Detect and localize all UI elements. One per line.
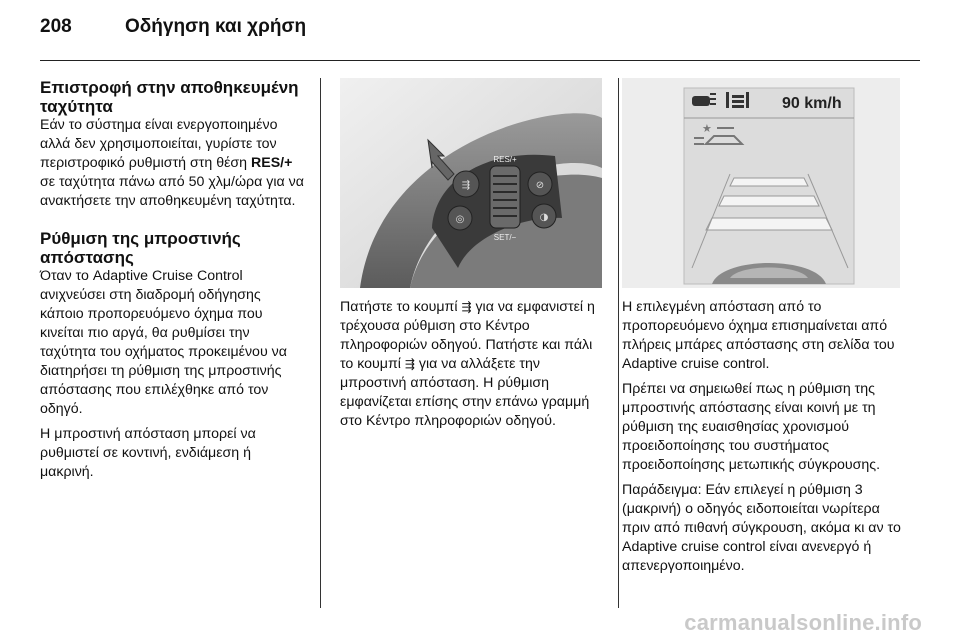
distance-bar-1 (706, 218, 832, 230)
cancel-icon: ⊘ (535, 180, 545, 191)
star-icon: ★ (702, 122, 712, 135)
paragraph-text: Εάν το σύστημα είναι ενεργοποιημένο αλλά δεν χρησιμοποιείται, γυρίστε τον περιστροφικό ρυθμιστή στη θέση (40, 117, 278, 171)
follow-distance-icon: ⇶ (461, 180, 471, 191)
column-middle (340, 298, 604, 431)
paragraph-distance-options: Η μπροστινή απόσταση μπορεί να ρυθμιστεί σε κοντινή, ενδιάμεση ή μακρινή. (40, 426, 256, 480)
paragraph-text: Πατήστε το κουμπί (340, 299, 462, 315)
page-header (40, 16, 920, 46)
heading-follow-distance: Ρύθμιση της μπροστινής απόστασης (40, 229, 241, 267)
driver-display-illustration (622, 78, 900, 288)
paragraph-acc-description: Όταν το Adaptive Cruise Control ανιχνεύσει στη διαδρομή οδήγησης κάποιο προπορευόμενο όχημα που κινείται πιο αργά, θα ρυθμίσει την ταχύτητα του οχήματος προκειμένου να διατηρήσει τη ρύθμιση της μπροστινής απόστασης που επιλέχθηκε από τον οδηγό. (40, 268, 287, 417)
speed-readout: 90 km/h (782, 95, 842, 112)
paragraph-return-speed (40, 116, 304, 211)
column-left (40, 78, 304, 482)
column-right (622, 298, 902, 576)
paragraph-text: για να αλλάξετε την μπροστινή απόσταση. Η ρύθμιση εμφανίζεται επίσης στην επάνω γραμμή στο Κέντρο πληροφοριών οδηγού. (340, 356, 590, 429)
cruise-icon: ◎ (455, 214, 465, 225)
distance-bar-2 (719, 196, 819, 206)
column-divider-right (618, 78, 619, 608)
figure-driver-display (622, 78, 900, 288)
paragraph-press-button (340, 298, 604, 431)
paragraph-text: σε ταχύτητα πάνω από 50 χλμ/ώρα για να ανακτήσετε την αποθηκευμένη ταχύτητα. (40, 174, 304, 209)
distance-bar-3 (730, 178, 808, 186)
paragraph-example: Παράδειγμα: Εάν επιλεγεί η ρύθμιση 3 (μακρινή) ο οδηγός ειδοποιείται νωρίτερα πριν από πιθανή σύγκρουση, ακόμα κι αν το Adaptive cruise control είναι ανενεργό ή απενεργοποιημένο. (622, 482, 901, 574)
watermark: carmanualsonline.info (684, 610, 922, 635)
res-plus-label: RES/+ (251, 155, 293, 171)
set-label: SET/− (493, 233, 517, 242)
follow-distance-icon: ⇶ (404, 357, 415, 371)
res-label: RES/+ (493, 155, 517, 164)
paragraph-text: για να εμφανιστεί η τρέχουσα ρύθμιση στο Κέντρο πληροφοριών οδηγού. Πατήστε και πάλι το κουμπί (340, 299, 595, 372)
paragraph-shared-setting: Πρέπει να σημειωθεί πως η ρύθμιση της μπροστινής απόστασης είναι κοινή με τη ρύθμιση της ευαισθησίας χρονισμού προειδοποίησης του συστήματος προειδοποίησης μετωπικής σύγκρουσης. (622, 381, 881, 473)
limiter-icon: ◑ (539, 212, 549, 223)
header-rule (40, 60, 920, 61)
figure-steering-wheel (340, 78, 602, 288)
follow-distance-icon: ⇶ (461, 300, 472, 314)
heading-return-stored-speed: Επιστροφή στην αποθηκευμένη ταχύτητα (40, 78, 299, 116)
section-title: Οδήγηση και χρήση (125, 16, 307, 37)
column-divider-left (320, 78, 321, 608)
paragraph-selected-distance: Η επιλεγμένη απόσταση από το προπορευόμενο όχημα επισημαίνεται από πλήρεις μπάρες απόστασης στη σελίδα του Adaptive cruise control. (622, 299, 895, 372)
page-number: 208 (40, 16, 72, 37)
steering-wheel-illustration (340, 78, 602, 288)
